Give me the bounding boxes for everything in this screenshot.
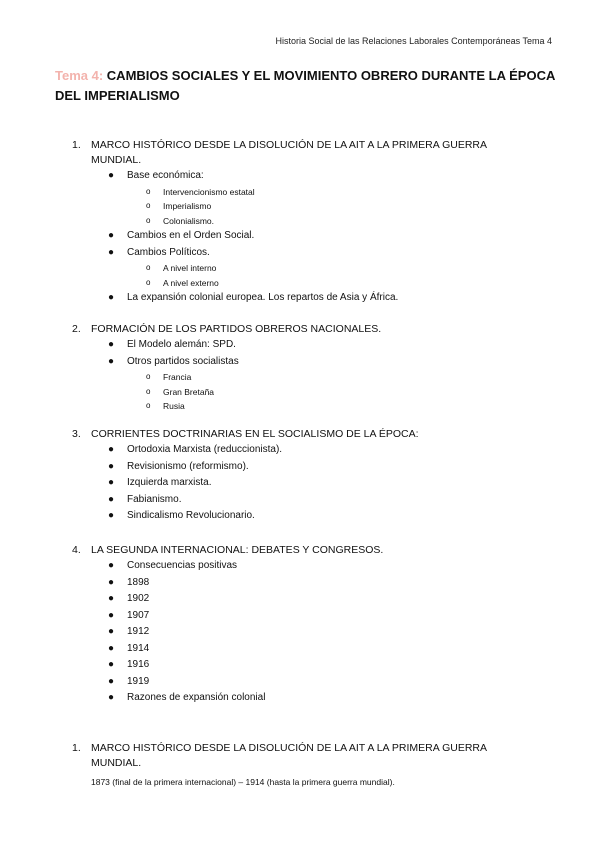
bullet-icon: ●: [108, 692, 115, 703]
list-item: ● 1914: [0, 641, 600, 658]
bullet-icon: ●: [108, 170, 115, 181]
section-title: LA SEGUNDA INTERNACIONAL: DEBATES Y CONGRESOS.: [91, 544, 384, 556]
section-title: MARCO HISTÓRICO DESDE LA DISOLUCIÓN DE LA AIT A LA PRIMERA GUERRA MUNDIAL.: [91, 742, 487, 769]
circle-bullet-icon: o: [146, 372, 151, 381]
sub-list-item: o A nivel interno: [0, 261, 600, 276]
bullet-icon: ●: [108, 292, 115, 303]
sub-list-item: o Francia: [0, 370, 600, 385]
list-item: ● Cambios Políticos.: [0, 245, 600, 262]
circle-bullet-icon: o: [146, 386, 151, 396]
circle-bullet-icon: o: [146, 201, 151, 210]
list-item: ● Consecuencias positivas: [0, 558, 600, 575]
sub-list-item: o Rusia: [0, 399, 600, 414]
section-number: 1.: [72, 742, 81, 754]
list-item: ● Cambios en el Orden Social.: [0, 228, 600, 245]
bullet-icon: ●: [108, 626, 115, 637]
sub-list-item: o Colonialismo.: [0, 214, 600, 229]
list-item: ● Revisionismo (reformismo).: [0, 459, 600, 476]
list-item: ● Razones de expansión colonial: [0, 690, 600, 707]
title-prefix: Tema 4:: [55, 68, 104, 83]
sub-list-item: o Gran Bretaña: [0, 385, 600, 400]
page-header: Historia Social de las Relaciones Laborales Contemporáneas Tema 4: [275, 36, 552, 46]
list-item: ● 1912: [0, 624, 600, 641]
section-3: [0, 427, 600, 525]
list-item: ● La expansión colonial europea. Los repartos de Asia y África.: [0, 290, 600, 307]
bullet-icon: ●: [108, 642, 115, 654]
section-number: 4.: [72, 544, 81, 556]
list-item: ● 1898: [0, 575, 600, 592]
bullet-icon: ●: [108, 355, 115, 367]
circle-bullet-icon: o: [146, 401, 151, 410]
bullet-icon: ●: [108, 593, 115, 604]
bullet-icon: ●: [108, 493, 115, 505]
bullet-icon: ●: [108, 659, 115, 670]
document-title: [55, 66, 555, 106]
list-item: ● Base económica:: [0, 168, 600, 185]
section-4: [0, 543, 600, 707]
bullet-icon: ●: [108, 460, 115, 472]
section-1: [0, 138, 600, 307]
list-item: ● 1907: [0, 608, 600, 625]
circle-bullet-icon: o: [146, 215, 151, 225]
list-item: ● Izquierda marxista.: [0, 475, 600, 492]
list-item: ● 1916: [0, 657, 600, 674]
sub-list-item: o Intervencionismo estatal: [0, 185, 600, 200]
list-item: ● Ortodoxia Marxista (reduccionista).: [0, 442, 600, 459]
section-title: FORMACIÓN DE LOS PARTIDOS OBREROS NACIONALES.: [91, 323, 382, 335]
bullet-icon: ●: [108, 609, 115, 621]
list-item: ● El Modelo alemán: SPD.: [0, 337, 600, 354]
sub-list-item: o Imperialismo: [0, 199, 600, 214]
list-item: ● Fabianismo.: [0, 492, 600, 509]
bullet-icon: ●: [108, 576, 115, 588]
section-number: 2.: [72, 323, 81, 335]
section-number: 1.: [72, 139, 81, 151]
bullet-icon: ●: [108, 230, 115, 241]
title-text: CAMBIOS SOCIALES Y EL MOVIMIENTO OBRERO DURANTE LA ÉPOCA DEL IMPERIALISMO: [55, 68, 555, 103]
bullet-icon: ●: [108, 560, 115, 571]
date-range-note: 1873 (final de la primera internacional) – 1914 (hasta la primera guerra mundial).: [91, 777, 395, 787]
list-item: ● Sindicalismo Revolucionario.: [0, 508, 600, 525]
circle-bullet-icon: o: [146, 186, 151, 196]
sub-list-item: o A nivel externo: [0, 276, 600, 291]
bullet-icon: ●: [108, 246, 115, 258]
list-item: ● 1902: [0, 591, 600, 608]
section-1-detail: [0, 741, 600, 771]
bullet-icon: ●: [108, 510, 115, 521]
bullet-icon: ●: [108, 444, 115, 455]
list-item: ● 1919: [0, 674, 600, 691]
circle-bullet-icon: o: [146, 277, 151, 287]
section-title: CORRIENTES DOCTRINARIAS EN EL SOCIALISMO DE LA ÉPOCA:: [91, 428, 419, 440]
section-title: MARCO HISTÓRICO DESDE LA DISOLUCIÓN DE LA AIT A LA PRIMERA GUERRA MUNDIAL.: [91, 139, 487, 166]
bullet-icon: ●: [108, 339, 115, 350]
list-item: ● Otros partidos socialistas: [0, 354, 600, 371]
section-number: 3.: [72, 428, 81, 440]
bullet-icon: ●: [108, 477, 115, 488]
bullet-icon: ●: [108, 675, 115, 687]
section-2: [0, 322, 600, 414]
circle-bullet-icon: o: [146, 263, 151, 272]
